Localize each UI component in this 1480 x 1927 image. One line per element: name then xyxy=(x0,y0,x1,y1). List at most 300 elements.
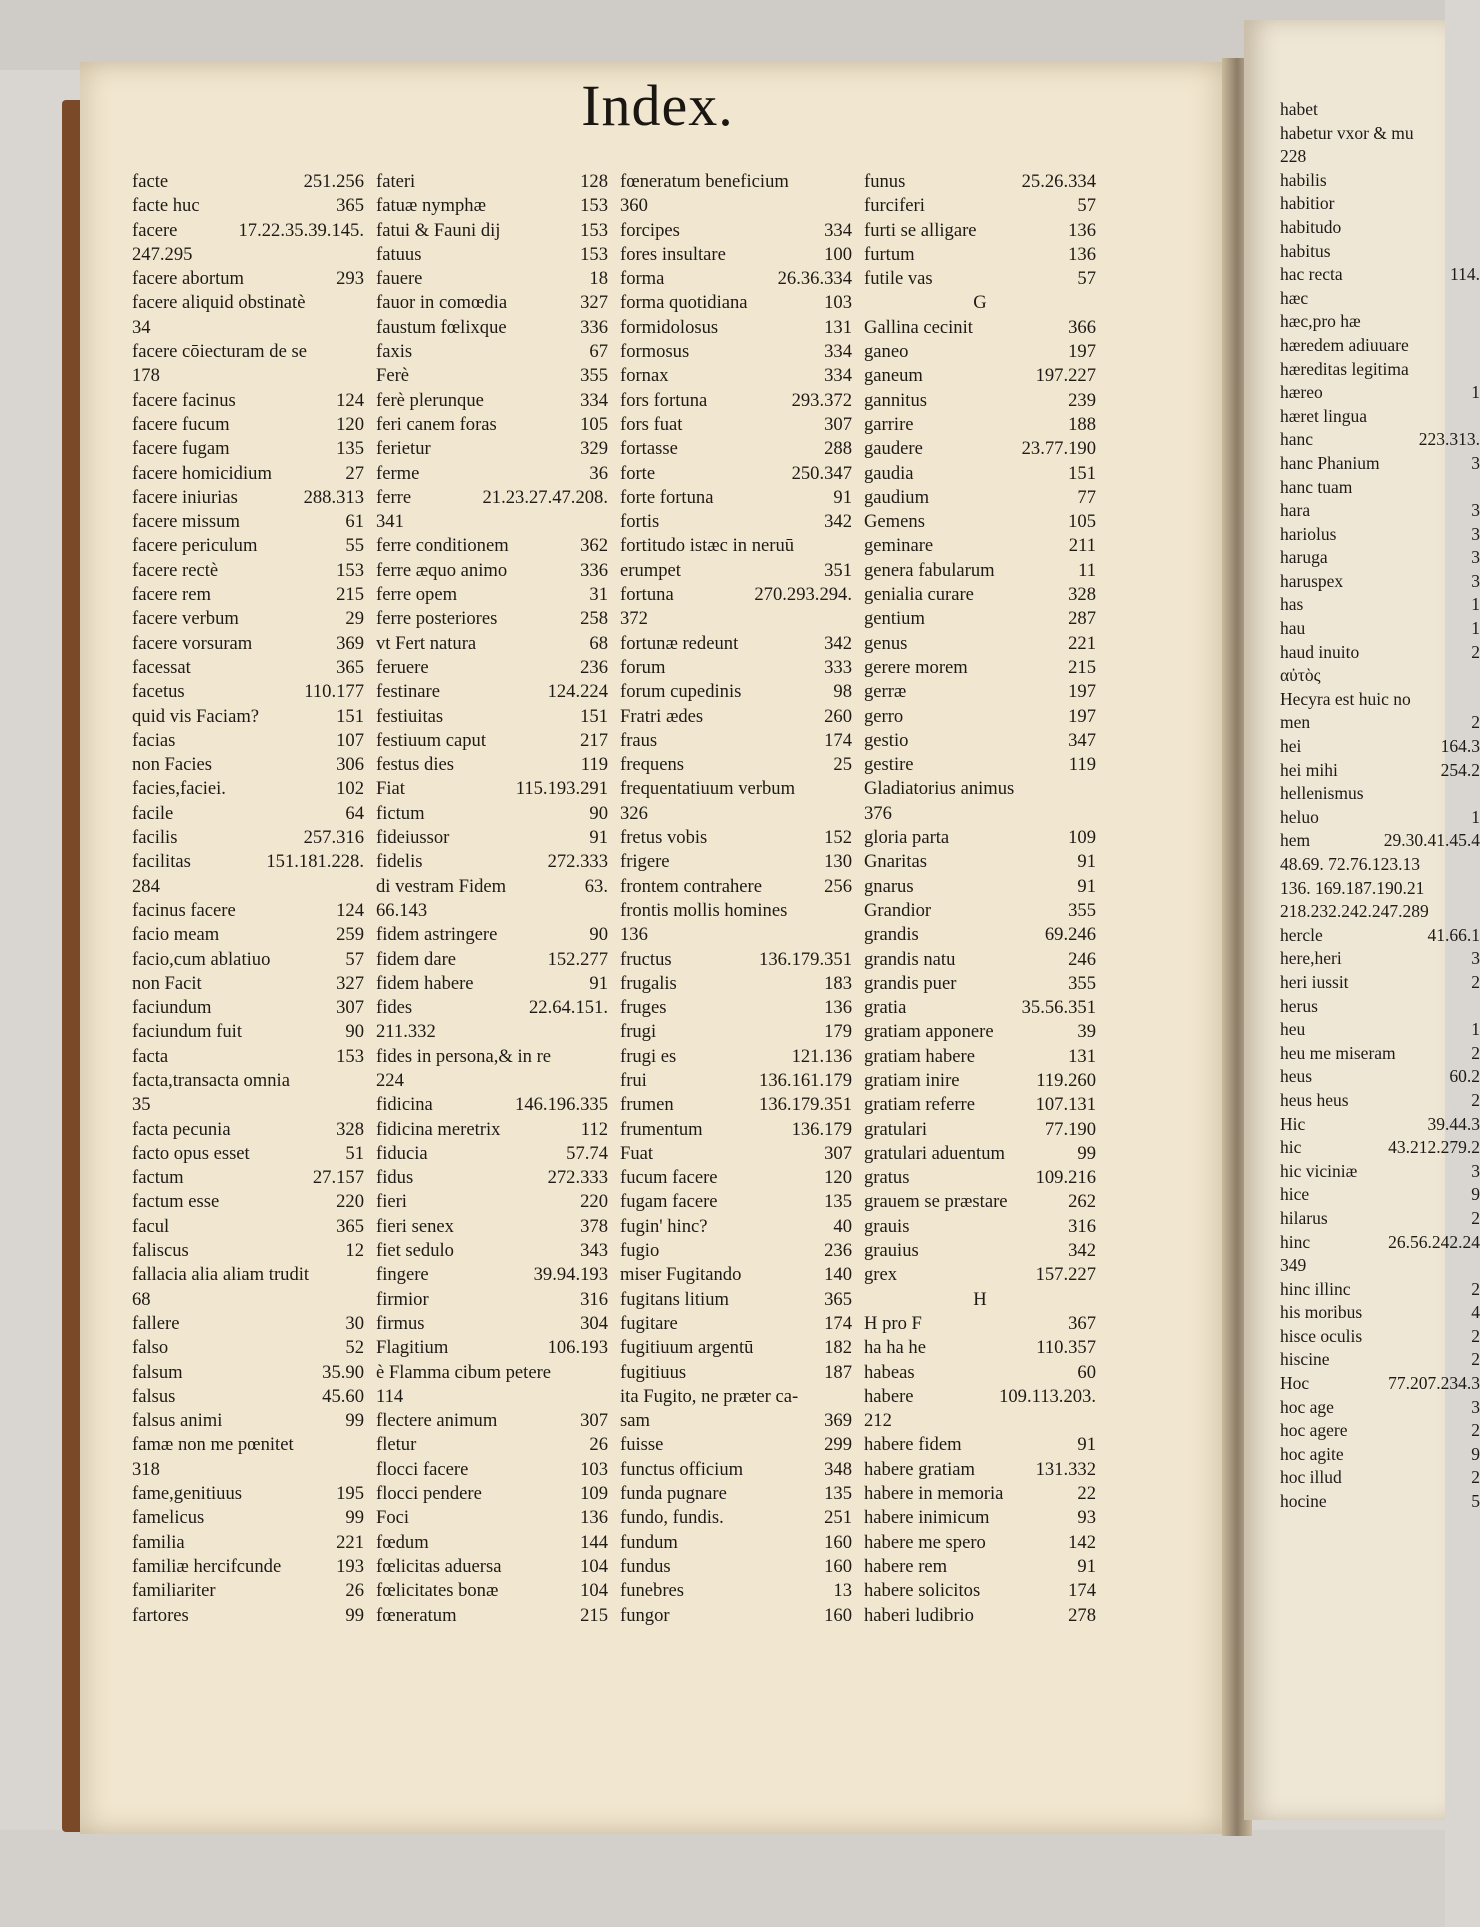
index-entry xyxy=(1280,216,1480,240)
index-page-numbers: 256 xyxy=(824,875,852,897)
index-entry xyxy=(1280,664,1480,688)
index-page-numbers: 110.177 xyxy=(304,681,364,703)
index-term: habetur vxor & mu xyxy=(1280,122,1414,143)
index-page-numbers: 104 xyxy=(580,1580,608,1602)
index-page-numbers: 3 xyxy=(1471,452,1480,473)
index-entry xyxy=(620,291,852,315)
index-entry xyxy=(864,462,1096,486)
index-page-numbers: 220 xyxy=(336,1191,364,1213)
index-term: facere periculum xyxy=(132,535,258,557)
index-term: frumen xyxy=(620,1094,674,1116)
index-term: famelicus xyxy=(132,1507,205,1529)
index-term: flocci pendere xyxy=(376,1483,482,1505)
index-entry xyxy=(132,1263,364,1287)
index-entry xyxy=(620,1069,852,1093)
index-page-numbers: 239 xyxy=(1068,389,1096,411)
index-page-numbers: 254.2 xyxy=(1440,759,1480,780)
index-term: flocci facere xyxy=(376,1458,469,1480)
index-entry xyxy=(864,680,1096,704)
index-entry xyxy=(620,559,852,583)
index-term: gestire xyxy=(864,754,914,776)
index-term: grauius xyxy=(864,1240,919,1262)
index-entry xyxy=(620,1142,852,1166)
index-entry xyxy=(620,948,852,972)
index-entry xyxy=(132,1555,364,1579)
index-term: ha ha he xyxy=(864,1337,926,1359)
index-entry xyxy=(620,1458,852,1482)
index-term: ferme xyxy=(376,462,420,484)
index-entry xyxy=(1280,1136,1480,1160)
index-term: faliscus xyxy=(132,1240,189,1262)
index-entry xyxy=(376,1263,608,1287)
index-page-numbers: 193 xyxy=(336,1555,364,1577)
index-term: ferre opem xyxy=(376,584,458,606)
index-page-numbers: 365 xyxy=(336,1215,364,1237)
index-entry xyxy=(1280,476,1480,500)
index-page-numbers: 5 xyxy=(1471,1491,1480,1512)
index-entry xyxy=(132,486,364,510)
index-term: Grandior xyxy=(864,899,932,921)
index-term: fauere xyxy=(376,268,423,290)
index-entry xyxy=(864,996,1096,1020)
index-entry xyxy=(864,875,1096,899)
index-entry xyxy=(132,583,364,607)
index-entry xyxy=(1280,641,1480,665)
index-term: heus heus xyxy=(1280,1089,1349,1110)
index-page-numbers: 128 xyxy=(580,171,608,192)
index-term: forma xyxy=(620,268,665,290)
index-term: habere solicitos xyxy=(864,1580,981,1602)
index-entry xyxy=(1280,947,1480,971)
index-entry xyxy=(1280,759,1480,783)
index-term: facilis xyxy=(132,827,178,849)
index-term: forum xyxy=(620,656,666,678)
index-term: fidicina xyxy=(376,1094,433,1116)
index-term: ferre xyxy=(376,486,412,508)
index-term: di vestram Fidem xyxy=(376,875,507,897)
index-entry xyxy=(1280,1113,1480,1137)
index-term: facies,faciei. xyxy=(132,778,226,800)
index-page-numbers: 68 xyxy=(589,632,608,654)
index-page-numbers: 63. xyxy=(584,875,608,897)
index-entry xyxy=(620,1531,852,1555)
index-page-numbers: 328 xyxy=(336,1118,364,1140)
index-entry xyxy=(620,194,852,218)
index-term: geminare xyxy=(864,535,934,557)
index-page-numbers: 236 xyxy=(824,1240,852,1262)
index-term: faustum fœlixque xyxy=(376,316,507,338)
index-page-numbers: 51 xyxy=(345,1142,364,1164)
index-term: habere gratiam xyxy=(864,1458,975,1480)
index-term: facio,cum ablatiuo xyxy=(132,948,271,970)
index-term: haruspex xyxy=(1280,570,1344,591)
index-term: facte xyxy=(132,171,169,192)
index-term: Gnaritas xyxy=(864,851,927,873)
index-entry xyxy=(376,1604,608,1628)
index-term: hara xyxy=(1280,500,1311,521)
index-term: quid vis Faciam? xyxy=(132,705,260,727)
index-page-numbers: 131 xyxy=(1068,1045,1096,1067)
index-entry xyxy=(620,364,852,388)
index-page-numbers: 197.227 xyxy=(1035,365,1096,387)
index-entry xyxy=(376,680,608,704)
index-entry xyxy=(132,1531,364,1555)
index-term: forte xyxy=(620,462,656,484)
index-term: Fratri ædes xyxy=(620,705,704,727)
index-term: formidolosus xyxy=(620,316,719,338)
index-entry xyxy=(1280,1396,1480,1420)
index-entry xyxy=(376,1166,608,1190)
index-term: fors fortuna xyxy=(620,389,708,411)
index-entry xyxy=(620,729,852,753)
index-entry xyxy=(1280,523,1480,547)
index-term: hiscine xyxy=(1280,1349,1330,1370)
index-page-numbers: 153 xyxy=(336,559,364,581)
index-page-numbers: 197 xyxy=(1068,681,1096,703)
index-page-numbers: 2 xyxy=(1471,1278,1480,1299)
index-term: frumentum xyxy=(620,1118,703,1140)
index-page-numbers: 124.224 xyxy=(547,681,608,703)
index-page-numbers: 29 xyxy=(345,608,364,630)
index-page-numbers: 120 xyxy=(336,413,364,435)
index-term: ganeum xyxy=(864,365,923,387)
index-entry xyxy=(376,1190,608,1214)
index-column-3 xyxy=(620,170,852,1628)
index-page-numbers: 77.190 xyxy=(1044,1118,1096,1140)
index-term: furciferi xyxy=(864,195,925,217)
index-term: ita Fugito, ne præter ca- xyxy=(620,1385,799,1407)
index-page-numbers: 105 xyxy=(580,413,608,435)
index-page-numbers: 102 xyxy=(336,778,364,800)
index-entry xyxy=(620,753,852,777)
index-term: non Facies xyxy=(132,754,213,776)
index-entry xyxy=(1280,334,1480,358)
index-page-numbers: 236 xyxy=(580,656,608,678)
index-entry xyxy=(620,1385,852,1409)
index-page-numbers: 336 xyxy=(580,559,608,581)
index-entry xyxy=(1280,169,1480,193)
index-entry xyxy=(132,802,364,826)
index-page-numbers: 135 xyxy=(824,1191,852,1213)
index-page-numbers: 328 xyxy=(1068,584,1096,606)
index-entry xyxy=(376,170,608,194)
index-term: 35 xyxy=(132,1094,151,1116)
index-page-numbers: 362 xyxy=(580,535,608,557)
index-page-numbers: 93 xyxy=(1077,1507,1096,1529)
index-page-numbers: 109 xyxy=(580,1483,608,1505)
index-entry xyxy=(132,777,364,801)
index-term: fatui & Fauni dij xyxy=(376,219,501,241)
index-page-numbers: 306 xyxy=(336,754,364,776)
index-page-numbers: 18 xyxy=(589,268,608,290)
index-page-numbers: 3 xyxy=(1471,523,1480,544)
index-term: facere xyxy=(132,219,178,241)
index-term: flectere animum xyxy=(376,1410,498,1432)
index-page-numbers: 39 xyxy=(1077,1021,1096,1043)
index-page-numbers: 160 xyxy=(824,1531,852,1553)
index-term: facinus facere xyxy=(132,899,236,921)
index-page-numbers: 35.56.351 xyxy=(1021,997,1096,1019)
index-page-numbers: 57.74 xyxy=(566,1142,608,1164)
index-entry xyxy=(620,1118,852,1142)
index-entry xyxy=(376,705,608,729)
index-term: fugam facere xyxy=(620,1191,718,1213)
index-entry xyxy=(620,1555,852,1579)
index-term: fides xyxy=(376,997,413,1019)
index-entry xyxy=(864,656,1096,680)
index-page-numbers: 136.179.351 xyxy=(759,948,852,970)
index-term: facetus xyxy=(132,681,185,703)
index-term: 349 xyxy=(1280,1255,1307,1276)
index-page-numbers: 307 xyxy=(824,413,852,435)
index-entry xyxy=(620,316,852,340)
index-entry xyxy=(1280,287,1480,311)
index-page-numbers: 22.64.151. xyxy=(528,997,608,1019)
index-entry xyxy=(864,972,1096,996)
index-term: 372 xyxy=(620,608,648,630)
index-term: gestio xyxy=(864,729,909,751)
index-entry xyxy=(1280,452,1480,476)
index-page-numbers: 288.313 xyxy=(303,486,364,508)
index-page-numbers: 316 xyxy=(1068,1215,1096,1237)
index-entry xyxy=(620,607,852,631)
index-entry xyxy=(376,1506,608,1530)
index-term: hisce oculis xyxy=(1280,1325,1363,1346)
index-page-numbers: 151 xyxy=(580,705,608,727)
index-page-numbers: 211 xyxy=(1068,535,1096,557)
index-entry xyxy=(376,291,608,315)
index-entry xyxy=(376,534,608,558)
index-page-numbers: 52 xyxy=(345,1337,364,1359)
index-term: factum esse xyxy=(132,1191,220,1213)
index-page-numbers: 307 xyxy=(580,1410,608,1432)
index-term: hoc agere xyxy=(1280,1420,1348,1441)
index-term: falsus xyxy=(132,1385,176,1407)
index-entry xyxy=(620,389,852,413)
index-term: hei xyxy=(1280,736,1302,757)
index-term: 284 xyxy=(132,875,160,897)
index-page-numbers: 98 xyxy=(833,681,852,703)
index-term: facte huc xyxy=(132,195,200,217)
index-entry xyxy=(1280,688,1480,712)
index-term: fidelis xyxy=(376,851,423,873)
index-page-numbers: 365 xyxy=(336,195,364,217)
index-term: fateri xyxy=(376,171,416,192)
index-entry xyxy=(620,850,852,874)
index-entry xyxy=(132,1093,364,1117)
index-term: 218.232.242.247.289 xyxy=(1280,901,1429,922)
index-entry xyxy=(376,1020,608,1044)
index-page-numbers: 1 xyxy=(1471,1019,1480,1040)
index-column-1 xyxy=(132,170,364,1628)
index-entry xyxy=(132,1482,364,1506)
index-term: haruga xyxy=(1280,547,1328,568)
index-term: gerræ xyxy=(864,681,907,703)
index-page-numbers: 365 xyxy=(336,656,364,678)
index-page-numbers: 69.246 xyxy=(1044,924,1096,946)
index-page-numbers: 121.136 xyxy=(791,1045,852,1067)
index-page-numbers: 365 xyxy=(824,1288,852,1310)
index-term: heri iussit xyxy=(1280,971,1349,992)
index-entry xyxy=(132,1166,364,1190)
index-entry xyxy=(864,1166,1096,1190)
index-page-numbers: 39.44.3 xyxy=(1427,1113,1480,1134)
index-term: fundo, fundis. xyxy=(620,1507,724,1529)
index-term: habere inimicum xyxy=(864,1507,990,1529)
index-page-numbers: 124 xyxy=(336,899,364,921)
index-entry xyxy=(1280,877,1480,901)
index-entry xyxy=(376,1336,608,1360)
index-term: funus xyxy=(864,171,906,192)
index-term: fructus xyxy=(620,948,672,970)
index-term: Gemens xyxy=(864,511,925,533)
index-entry xyxy=(620,219,852,243)
index-entry xyxy=(864,1215,1096,1239)
index-entry xyxy=(620,1263,852,1287)
index-term: fidem astringere xyxy=(376,924,498,946)
index-entry xyxy=(620,243,852,267)
index-page-numbers: 17.22.35.39.145. xyxy=(238,219,364,241)
index-page-numbers: 343 xyxy=(580,1240,608,1262)
index-page-numbers: 57 xyxy=(345,948,364,970)
index-entry xyxy=(620,437,852,461)
index-term: fictum xyxy=(376,802,425,824)
index-entry xyxy=(376,875,608,899)
index-entry xyxy=(376,316,608,340)
index-term: garrire xyxy=(864,413,914,435)
index-page-numbers: 182 xyxy=(824,1337,852,1359)
index-page-numbers: 112 xyxy=(580,1118,608,1140)
index-page-numbers: 99 xyxy=(345,1410,364,1432)
index-page-numbers: 119 xyxy=(1068,754,1096,776)
index-term: fornax xyxy=(620,365,669,387)
index-page-numbers: 334 xyxy=(824,219,852,241)
index-term: gratiam referre xyxy=(864,1094,975,1116)
index-term: fame,genitiuus xyxy=(132,1483,242,1505)
index-entry xyxy=(620,656,852,680)
index-term: ferre æquo animo xyxy=(376,559,508,581)
index-term: faxis xyxy=(376,341,413,363)
index-term: hæc xyxy=(1280,287,1309,308)
index-entry xyxy=(1280,1278,1480,1302)
index-term: hanc Phanium xyxy=(1280,452,1380,473)
index-term: 326 xyxy=(620,802,648,824)
index-page-numbers: 327 xyxy=(336,972,364,994)
index-term: gaudia xyxy=(864,462,914,484)
index-term: 341 xyxy=(376,511,404,533)
index-page-numbers: 316 xyxy=(580,1288,608,1310)
index-term: hinc xyxy=(1280,1231,1311,1252)
index-term: fieri senex xyxy=(376,1215,454,1237)
index-term: hariolus xyxy=(1280,523,1337,544)
index-page-numbers: 26.56.242.24 xyxy=(1388,1231,1480,1252)
index-entry xyxy=(132,413,364,437)
index-term: fallere xyxy=(132,1312,180,1334)
index-entry xyxy=(620,534,852,558)
index-entry xyxy=(132,680,364,704)
index-entry xyxy=(1280,1301,1480,1325)
index-entry xyxy=(376,1093,608,1117)
index-entry xyxy=(1280,995,1480,1019)
index-term: furti se alligare xyxy=(864,219,977,241)
index-entry xyxy=(376,1409,608,1433)
index-page-numbers: 31 xyxy=(589,584,608,606)
index-page-numbers: 329 xyxy=(580,438,608,460)
index-page-numbers: 355 xyxy=(1068,899,1096,921)
index-term: fœlicitas aduersa xyxy=(376,1555,502,1577)
index-term: fœneratum beneficium xyxy=(620,171,789,192)
index-entry xyxy=(864,1385,1096,1409)
background-bottom xyxy=(0,1830,1445,1927)
index-term: gratia xyxy=(864,997,907,1019)
index-page-numbers: 348 xyxy=(824,1458,852,1480)
index-term: men xyxy=(1280,712,1311,733)
index-term: facere fugam xyxy=(132,438,230,460)
index-entry xyxy=(864,243,1096,267)
index-page-numbers: 99 xyxy=(345,1604,364,1626)
index-term: hinc illinc xyxy=(1280,1278,1351,1299)
index-entry xyxy=(132,1409,364,1433)
index-entry xyxy=(864,559,1096,583)
index-entry xyxy=(132,1020,364,1044)
index-term: fidem habere xyxy=(376,972,474,994)
index-page-numbers: 30 xyxy=(345,1312,364,1334)
index-term: furtum xyxy=(864,243,915,265)
index-page-numbers: 2 xyxy=(1471,1042,1480,1063)
index-term: hic viciniæ xyxy=(1280,1160,1358,1181)
index-term: festiuum caput xyxy=(376,729,486,751)
index-entry xyxy=(132,632,364,656)
index-entry xyxy=(1280,806,1480,830)
index-entry xyxy=(864,1555,1096,1579)
index-term: grauem se præstare xyxy=(864,1191,1008,1213)
index-term: fœlicitates bonæ xyxy=(376,1580,499,1602)
index-page-numbers: 187 xyxy=(824,1361,852,1383)
index-term: facere fucum xyxy=(132,413,230,435)
index-term: hoc agite xyxy=(1280,1443,1344,1464)
index-entry xyxy=(620,1482,852,1506)
index-term: festus dies xyxy=(376,754,454,776)
index-term: facere missum xyxy=(132,511,240,533)
index-entry xyxy=(376,486,608,510)
index-term: Gallina cecinit xyxy=(864,316,973,338)
index-term: frugalis xyxy=(620,972,677,994)
index-entry xyxy=(864,923,1096,947)
index-entry xyxy=(864,1312,1096,1336)
index-term: frontem contrahere xyxy=(620,875,762,897)
index-entry xyxy=(1280,900,1480,924)
index-term: hæreditas legitima xyxy=(1280,358,1409,379)
index-entry xyxy=(620,1045,852,1069)
index-entry xyxy=(132,243,364,267)
index-entry xyxy=(1280,782,1480,806)
index-entry xyxy=(864,267,1096,291)
index-entry xyxy=(620,462,852,486)
index-entry xyxy=(1280,570,1480,594)
index-entry xyxy=(132,656,364,680)
index-page-numbers: 342 xyxy=(1068,1240,1096,1262)
index-term: heluo xyxy=(1280,806,1319,827)
index-term: facile xyxy=(132,802,174,824)
index-term: 224 xyxy=(376,1069,404,1091)
index-page-numbers: 2 xyxy=(1471,1349,1480,1370)
index-entry xyxy=(132,437,364,461)
index-term: hoc age xyxy=(1280,1396,1334,1417)
index-entry xyxy=(1280,98,1480,122)
index-page-numbers: 1 xyxy=(1471,618,1480,639)
index-entry xyxy=(864,1506,1096,1530)
index-page-numbers: 3 xyxy=(1471,500,1480,521)
